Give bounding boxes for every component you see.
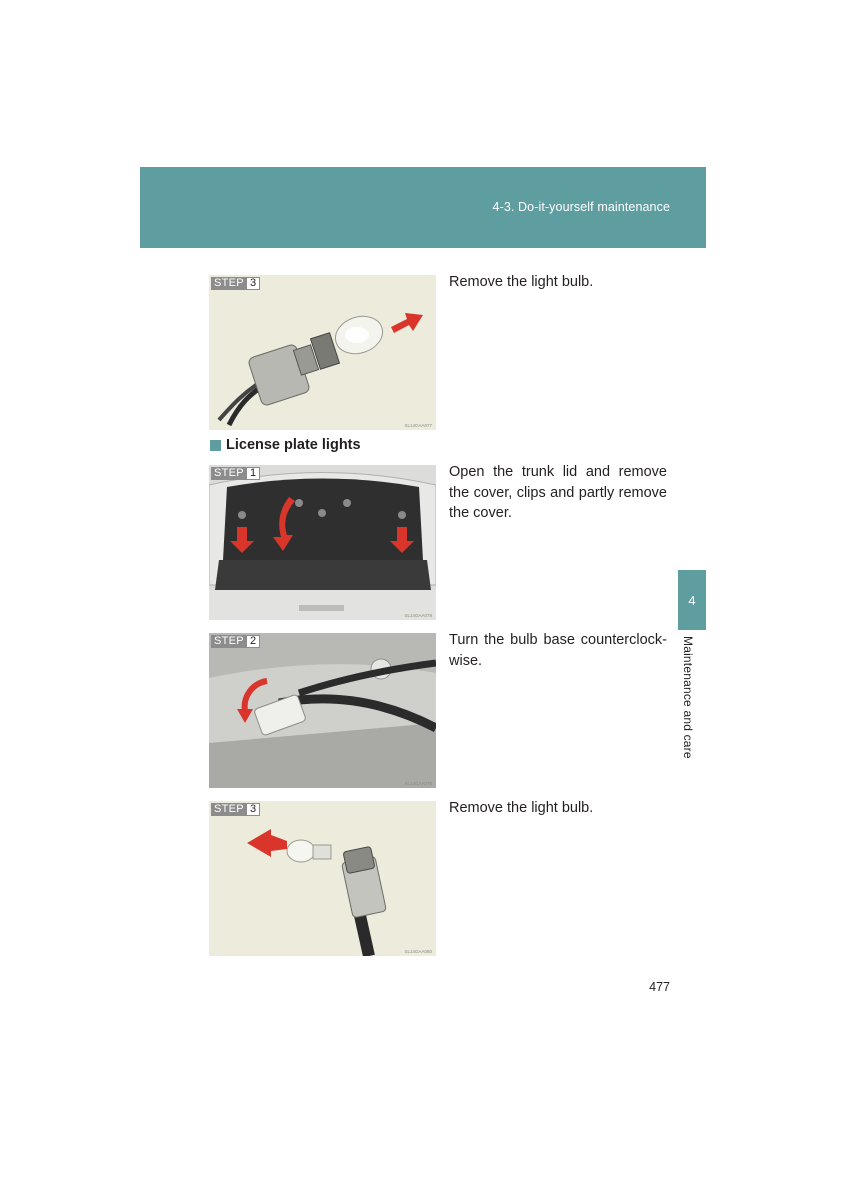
license-bulb-illustration xyxy=(209,801,436,956)
figure-trunk-lid xyxy=(209,465,436,620)
step-badge xyxy=(211,803,260,816)
step-word: STEP xyxy=(211,803,247,816)
step-instruction: Turn the bulb base counterclock-wise. xyxy=(449,632,667,669)
figure-remove-tail-bulb xyxy=(209,275,436,430)
section-title: 4-3. Do-it-yourself maintenance xyxy=(492,200,670,214)
figure-remove-license-bulb xyxy=(209,801,436,956)
figure-code: SL14GAA078 xyxy=(404,613,432,618)
step-word: STEP xyxy=(211,467,247,480)
step-instruction: Remove the light bulb. xyxy=(449,800,594,816)
figure-bulb-base xyxy=(209,633,436,788)
step-number: 3 xyxy=(247,277,260,290)
chapter-title: Maintenance and care xyxy=(681,636,695,759)
trunk-lid-illustration xyxy=(209,465,436,620)
page-number: 477 xyxy=(649,980,670,994)
step-word: STEP xyxy=(211,635,247,648)
step-number: 1 xyxy=(247,467,260,480)
step-badge xyxy=(211,467,260,480)
step-instruction: Open the trunk lid and remove the cover, clips and partly remove the cover. xyxy=(449,464,667,521)
step-badge xyxy=(211,277,260,290)
step-number: 3 xyxy=(247,803,260,816)
figure-code: SL14GAA077 xyxy=(404,423,432,428)
step-badge xyxy=(211,635,260,648)
chapter-header-band xyxy=(140,167,706,248)
chapter-tab[interactable] xyxy=(678,570,706,630)
bulb-socket-illustration xyxy=(209,275,436,430)
step-number: 2 xyxy=(247,635,260,648)
step-instruction: Remove the light bulb. xyxy=(449,274,594,290)
heading-square-icon xyxy=(210,440,221,451)
chapter-number: 4 xyxy=(688,592,696,608)
bulb-base-illustration xyxy=(209,633,436,788)
figure-code: SL14GAA079 xyxy=(404,781,432,786)
section-heading xyxy=(210,437,361,453)
figure-code: SL14GAA080 xyxy=(404,949,432,954)
step-word: STEP xyxy=(211,277,247,290)
section-heading-text: License plate lights xyxy=(226,437,361,453)
